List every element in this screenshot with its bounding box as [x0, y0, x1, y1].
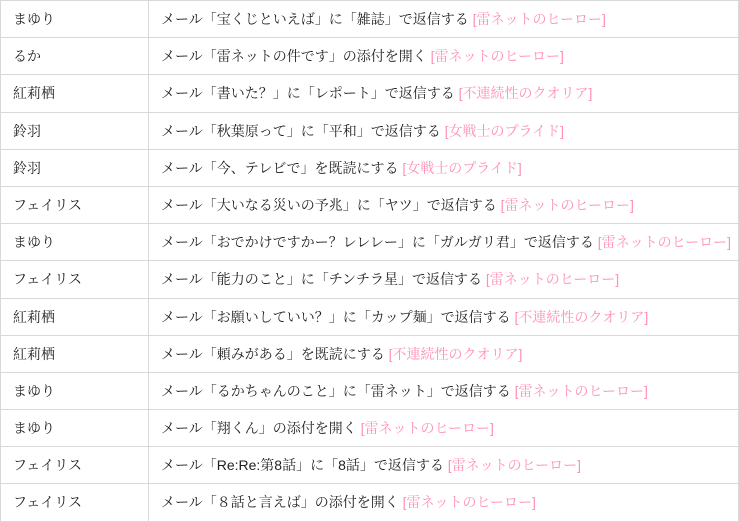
character-cell: 紅莉栖	[1, 75, 149, 112]
action-text: メール「大いなる災いの予兆」に「ヤツ」で返信する	[161, 196, 501, 213]
action-text: メール「Re:Re:第8話」に「8話」で返信する	[161, 457, 448, 474]
action-cell	[149, 484, 739, 521]
character-cell: フェイリス	[1, 484, 149, 521]
action-cell	[149, 186, 739, 223]
character-cell: 紅莉栖	[1, 298, 149, 335]
action-text: メール「８話と言えば」の添付を開く	[161, 494, 403, 511]
character-cell: フェイリス	[1, 186, 149, 223]
action-text: メール「るかちゃんのこと」に「雷ネット」で返信する	[161, 382, 515, 399]
action-text: メール「頼みがある」を既読にする	[161, 345, 389, 362]
action-text: メール「書いた？」に「レポート」で返信する	[161, 85, 459, 102]
table-row	[1, 484, 739, 521]
table-row	[1, 410, 739, 447]
action-cell	[149, 447, 739, 484]
action-cell	[149, 1, 739, 38]
table-row	[1, 224, 739, 261]
route-tag: [女戦士のプライド]	[402, 159, 522, 176]
route-tag: [雷ネットのヒーロー]	[485, 271, 620, 288]
character-cell: まゆり	[1, 224, 149, 261]
action-text: メール「宝くじといえば」に「雑誌」で返信する	[161, 11, 473, 27]
table-row	[1, 372, 739, 409]
action-text: メール「雷ネットの件です」の添付を開く	[161, 48, 431, 65]
action-cell	[149, 298, 739, 335]
character-cell: 鈴羽	[1, 112, 149, 149]
route-tag: [雷ネットのヒーロー]	[447, 457, 581, 474]
action-text: メール「翔くん」の添付を開く	[161, 420, 361, 437]
table-row	[1, 149, 739, 186]
character-cell: 鈴羽	[1, 149, 149, 186]
character-cell: 紅莉栖	[1, 335, 149, 372]
action-cell	[149, 149, 739, 186]
action-cell	[149, 38, 739, 75]
table-row	[1, 186, 739, 223]
action-cell	[149, 261, 739, 298]
character-cell: フェイリス	[1, 447, 149, 484]
table-row	[1, 112, 739, 149]
route-tag: [雷ネットのヒーロー]	[514, 382, 648, 399]
table-row	[1, 335, 739, 372]
character-cell: まゆり	[1, 372, 149, 409]
action-cell	[149, 410, 739, 447]
character-cell: まゆり	[1, 1, 149, 38]
route-tag: [雷ネットのヒーロー]	[472, 11, 606, 27]
route-tag: [雷ネットのヒーロー]	[430, 48, 564, 65]
action-text: メール「おでかけですかー？レレレー」に「ガルガリ君」で返信する	[161, 234, 598, 251]
action-cell	[149, 224, 739, 261]
table-row	[1, 75, 739, 112]
route-tag: [雷ネットのヒーロー]	[360, 420, 494, 437]
action-text: メール「能力のこと」に「チンチラ星」で返信する	[161, 271, 486, 288]
action-text: メール「秋葉原って」に「平和」で返信する	[161, 122, 445, 139]
table-row	[1, 298, 739, 335]
character-cell: まゆり	[1, 410, 149, 447]
table-row	[1, 261, 739, 298]
table-body	[1, 1, 739, 522]
route-tag: [女戦士のプライド]	[444, 122, 564, 139]
action-text: メール「今、テレビで」を既読にする	[161, 159, 403, 176]
route-tag: [不連続性のクオリア]	[514, 308, 649, 325]
route-tag: [雷ネットのヒーロー]	[500, 196, 634, 213]
route-tag: [不連続性のクオリア]	[388, 345, 523, 362]
table-row	[1, 447, 739, 484]
action-cell	[149, 372, 739, 409]
route-tag: [雷ネットのヒーロー]	[597, 234, 731, 251]
table-row	[1, 38, 739, 75]
action-cell	[149, 112, 739, 149]
route-tag: [不連続性のクオリア]	[458, 85, 593, 102]
character-cell: るか	[1, 38, 149, 75]
action-text: メール「お願いしていい？」に「カップ麺」で返信する	[161, 308, 515, 325]
character-cell: フェイリス	[1, 261, 149, 298]
table-row	[1, 1, 739, 38]
route-tag: [雷ネットのヒーロー]	[402, 494, 536, 511]
action-cell	[149, 335, 739, 372]
action-cell	[149, 75, 739, 112]
